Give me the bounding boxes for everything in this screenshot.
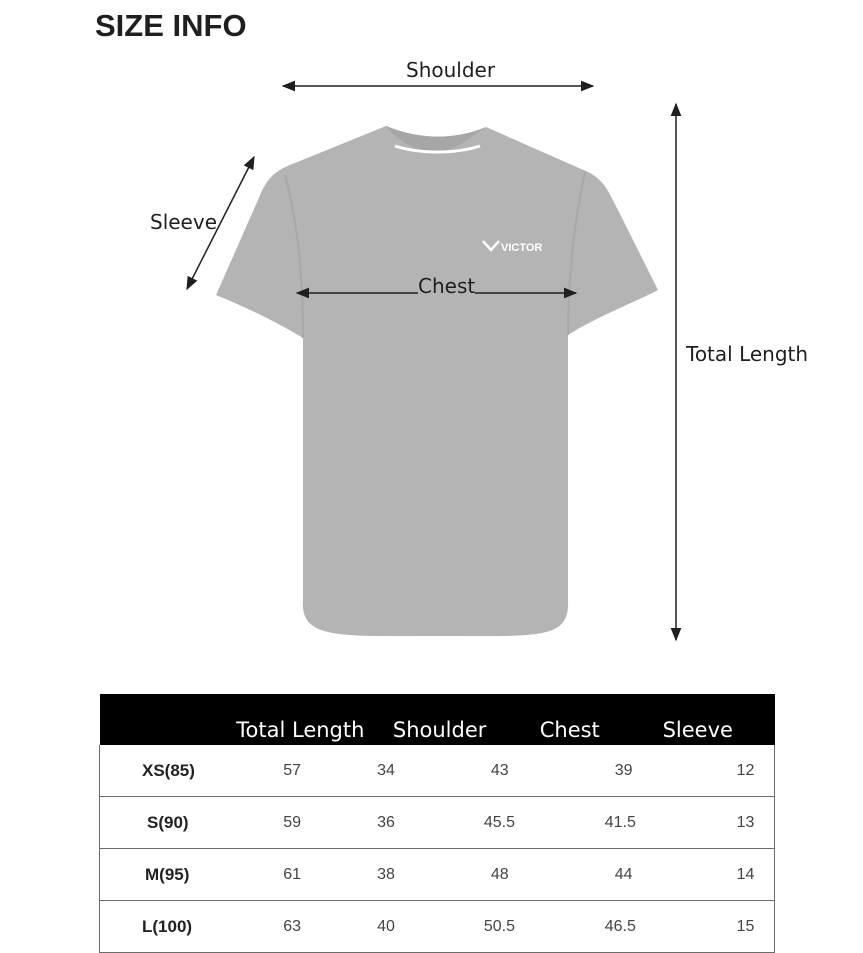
value-cell <box>540 849 663 901</box>
tshirt-body <box>216 126 658 636</box>
chest-value: 50.5 <box>483 917 515 935</box>
table-row <box>100 901 775 953</box>
sleeve-label: Sleeve <box>150 210 218 234</box>
value-cell <box>236 901 393 953</box>
value-cell <box>540 901 663 953</box>
shoulder-value: 36 <box>377 813 395 831</box>
header-shoulder: Shoulder <box>393 694 540 745</box>
value-cell <box>663 745 775 797</box>
chest-value: 45.5 <box>483 813 515 831</box>
sleeve-value: 44 <box>614 865 633 883</box>
page-title: SIZE INFO <box>95 8 247 43</box>
extra-value: 15 <box>736 917 755 935</box>
header-sleeve: Sleeve <box>663 694 775 745</box>
total-length-label: Total Length <box>686 342 809 366</box>
sleeve-value: 39 <box>614 761 633 779</box>
sleeve-value: 46.5 <box>604 917 636 935</box>
chest-value: 48 <box>490 865 509 883</box>
value-cell <box>236 849 393 901</box>
value-cell <box>540 797 663 849</box>
shoulder-label: Shoulder <box>406 58 496 82</box>
size-cell: M(95) <box>100 849 237 901</box>
shoulder-value: 38 <box>377 865 395 883</box>
size-chart-table <box>99 694 775 953</box>
value-cell <box>393 745 540 797</box>
chest-value: 43 <box>490 761 509 779</box>
extra-value: 12 <box>736 761 755 779</box>
value-cell <box>393 797 540 849</box>
logo-text: VICTOR <box>501 242 543 254</box>
extra-value: 13 <box>736 813 755 831</box>
value-cell <box>663 901 775 953</box>
value-cell <box>540 745 663 797</box>
header-total-length: Total Length <box>236 694 393 745</box>
table-row <box>100 797 775 849</box>
extra-value: 14 <box>736 865 755 883</box>
value-cell <box>236 797 393 849</box>
total-length-value: 59 <box>283 813 302 831</box>
value-cell <box>393 901 540 953</box>
total-length-value: 61 <box>283 865 302 883</box>
shoulder-value: 40 <box>377 917 395 935</box>
total-length-value: 63 <box>283 917 302 935</box>
value-cell <box>663 849 775 901</box>
table-row <box>100 745 775 797</box>
table-header-row <box>100 694 775 745</box>
total-length-value: 57 <box>283 761 302 779</box>
shoulder-value: 34 <box>377 761 395 779</box>
chest-label: Chest <box>418 274 476 298</box>
sleeve-value: 41.5 <box>604 813 636 831</box>
size-cell: L(100) <box>100 901 237 953</box>
header-chest: Chest <box>540 694 663 745</box>
size-cell: S(90) <box>100 797 237 849</box>
size-cell: XS(85) <box>100 745 237 797</box>
value-cell <box>663 797 775 849</box>
table-row <box>100 849 775 901</box>
value-cell <box>236 745 393 797</box>
value-cell <box>393 849 540 901</box>
header-size <box>100 694 237 745</box>
